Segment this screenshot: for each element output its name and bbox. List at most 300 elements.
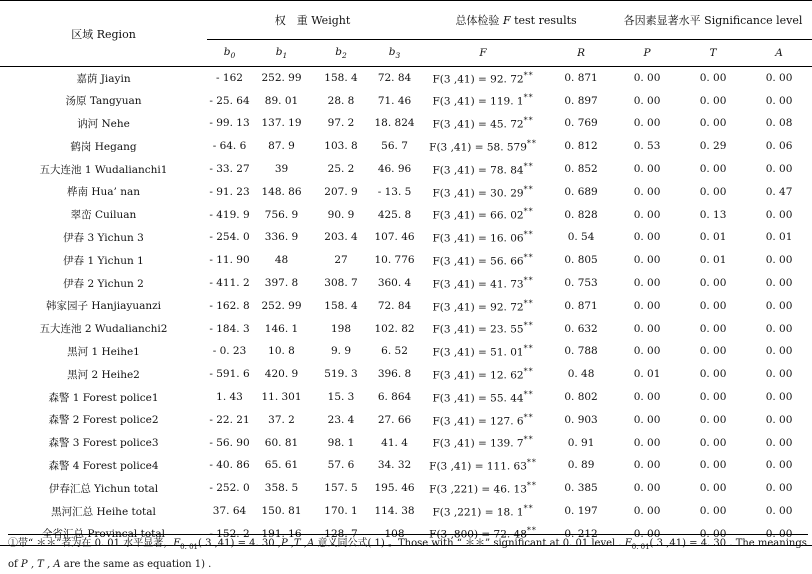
cell-b3: 102. 82: [374, 322, 415, 335]
cell-a: 0. 00: [765, 413, 793, 426]
cell-b3: 71. 46: [377, 94, 412, 107]
cell-b0: - 184. 3: [209, 322, 250, 335]
table-row: [0, 180, 812, 203]
cell-a: 0. 00: [765, 368, 793, 381]
cell-b2: 90. 9: [327, 208, 355, 221]
cell-t: 0. 00: [699, 482, 727, 495]
table-row: [0, 272, 812, 295]
cell-f-value: F(3 ,41) = 23. 55: [432, 323, 524, 336]
cell-b3: 41. 4: [381, 436, 408, 449]
cell-f: [418, 386, 548, 409]
cell-t: 0. 13: [699, 208, 727, 221]
cell-p: 0. 00: [633, 436, 661, 449]
cell-f-value: F(3 ,41) = 45. 72: [432, 118, 524, 131]
cell-f-value: F(3 ,41) = 127. 6: [432, 415, 524, 428]
cell-t: 0. 00: [699, 345, 727, 358]
cell-f-value: F(3 ,41) = 30. 29: [432, 187, 524, 200]
cell-p: 0. 00: [633, 299, 661, 312]
cell-region: 伊春 1 Yichun 1: [63, 254, 144, 267]
table-row: [0, 363, 812, 386]
header-f-test-italic: F: [502, 14, 511, 27]
cell-b1: 252. 99: [261, 299, 302, 312]
cell-p: 0. 00: [633, 72, 661, 85]
cell-b1: 397. 8: [264, 277, 299, 290]
significance-mark: **: [523, 275, 534, 285]
cell-f: [418, 158, 548, 181]
cell-f-value: F(3 ,41) = 119. 1: [432, 95, 524, 108]
table-footnote: [8, 534, 808, 574]
cell-t: 0. 01: [699, 254, 727, 267]
cell-f-value: F(3 ,221) = 18. 1: [432, 506, 524, 519]
cell-t: 0. 00: [699, 72, 727, 85]
cell-region: 汤原 Tangyuan: [65, 95, 142, 108]
cell-t: 0. 00: [699, 368, 727, 381]
note-f-sub: 0. 01: [180, 543, 198, 551]
significance-mark: **: [523, 93, 534, 103]
cell-b3: 27. 66: [377, 413, 412, 426]
cell-b2: 198: [330, 322, 352, 335]
cell-t: 0. 00: [699, 505, 727, 518]
table-row: [0, 89, 812, 112]
cell-region: 黑河 1 Heihe1: [67, 345, 140, 358]
note-part1: ①带“ ＊＊”者为在 0. 01 水平显著，: [8, 538, 174, 549]
cell-r: 0. 871: [564, 299, 598, 312]
significance-mark: **: [526, 480, 537, 490]
cell-b3: 34. 32: [377, 459, 412, 472]
cell-f-value: F(3 ,41) = 66. 02: [432, 209, 524, 222]
cell-b2: 28. 8: [327, 94, 355, 107]
significance-mark: **: [523, 321, 534, 331]
cell-f: [418, 112, 548, 135]
cell-b3: 360. 4: [377, 277, 412, 290]
cell-r: 0. 897: [564, 94, 598, 107]
cell-p: 0. 00: [633, 117, 661, 130]
cell-f-value: F(3 ,221) = 46. 13: [429, 483, 527, 496]
cell-r: 0. 48: [567, 368, 595, 381]
cell-b2: 57. 6: [327, 459, 355, 472]
cell-a: 0. 00: [765, 459, 793, 472]
header-weight: 权 重 Weight: [207, 1, 418, 40]
cell-b1: 150. 81: [261, 505, 302, 518]
cell-p: 0. 00: [633, 345, 661, 358]
cell-a: 0. 00: [765, 94, 793, 107]
cell-f-value: F(3 ,41) = 58. 579: [429, 141, 527, 154]
cell-b3: 56. 7: [381, 140, 408, 153]
cell-a: 0. 00: [765, 299, 793, 312]
significance-mark: **: [526, 458, 537, 468]
cell-p: 0. 00: [633, 185, 661, 198]
cell-p: 0. 00: [633, 163, 661, 176]
cell-region: 讷河 Nehe: [77, 117, 130, 130]
cell-a: 0. 00: [765, 345, 793, 358]
header-b3-letter: b: [388, 45, 396, 58]
cell-f: [418, 477, 548, 500]
cell-p: 0. 00: [633, 482, 661, 495]
cell-t: 0. 29: [699, 140, 727, 153]
cell-b0: - 162. 8: [209, 299, 250, 312]
note-part4: 意义同公式( 1) 。Those with “ ＊＊” significant at 0. 01 level .: [314, 538, 625, 549]
table-row: [0, 408, 812, 431]
table-row: [0, 294, 812, 317]
cell-f: [418, 203, 548, 226]
cell-t: 0. 00: [699, 459, 727, 472]
cell-b3: 107. 46: [374, 231, 415, 244]
cell-f: [418, 89, 548, 112]
cell-f-value: F(3 ,41) = 51. 01: [432, 346, 524, 359]
cell-b0: - 40. 86: [209, 459, 250, 472]
table-row: [0, 431, 812, 454]
cell-f: [418, 408, 548, 431]
cell-p: 0. 00: [633, 277, 661, 290]
cell-p: 0. 00: [633, 459, 661, 472]
cell-t: 0. 00: [699, 391, 727, 404]
header-a: A: [746, 40, 812, 67]
cell-b1: 39: [274, 163, 289, 176]
cell-b3: 396. 8: [377, 368, 412, 381]
cell-a: 0. 00: [765, 322, 793, 335]
cell-a: 0. 00: [765, 254, 793, 267]
cell-a: 0. 00: [765, 208, 793, 221]
cell-r: 0. 54: [567, 231, 595, 244]
header-f-test-prefix: 总体检验: [455, 14, 503, 27]
cell-a: 0. 08: [765, 117, 793, 130]
cell-b3: 10. 776: [374, 254, 415, 267]
significance-mark: **: [526, 139, 537, 149]
cell-f-value: F(3 ,41) = 139. 7: [432, 437, 524, 450]
table-row: [0, 477, 812, 500]
cell-b0: - 411. 2: [209, 277, 250, 290]
cell-p: 0. 00: [633, 208, 661, 221]
cell-a: 0. 01: [765, 231, 793, 244]
significance-mark: **: [523, 367, 534, 376]
cell-b2: 27: [334, 254, 348, 267]
cell-b2: 170. 1: [324, 505, 358, 518]
table-row: [0, 500, 812, 523]
cell-r: 0. 689: [564, 185, 598, 198]
cell-p: 0. 00: [614, 522, 680, 545]
cell-r: 0. 903: [564, 413, 598, 426]
cell-b2: 23. 4: [327, 413, 355, 426]
significance-mark: **: [523, 389, 534, 399]
cell-region: 全省汇总 Provincal total: [0, 522, 207, 545]
cell-p: 0. 01: [633, 368, 661, 381]
significance-mark: **: [523, 161, 534, 171]
cell-a: 0. 00: [765, 277, 793, 290]
cell-b0: - 99. 13: [209, 117, 250, 130]
cell-f: [418, 249, 548, 272]
cell-f: [418, 226, 548, 249]
cell-b3: 6. 52: [381, 345, 408, 358]
table-row: [0, 386, 812, 409]
significance-mark: **: [523, 207, 534, 217]
header-f-test-suffix: test results: [510, 14, 577, 27]
cell-a: 0. 00: [765, 163, 793, 176]
cell-b2: 203. 4: [324, 231, 358, 244]
cell-region: 韩家园子 Hanjiayuanzi: [46, 300, 161, 313]
cell-f-value: F(3 ,41) = 92. 72: [432, 73, 524, 86]
cell-f-value: F(3 ,41) = 55. 44: [432, 392, 524, 405]
cell-r: 0. 769: [564, 117, 598, 130]
cell-b2: 519. 3: [324, 368, 358, 381]
note-part5: ( 3 ,41) = 4. 30 . The meanings of: [8, 538, 807, 570]
cell-b1: 146. 1: [264, 322, 299, 335]
cell-f-value: F(3 ,41) = 111. 63: [429, 460, 527, 473]
cell-p: 0. 53: [633, 140, 661, 153]
cell-b1: 420. 9: [264, 368, 299, 381]
cell-b3: 72. 84: [377, 299, 412, 312]
header-b1-letter: b: [275, 45, 283, 58]
cell-p: 0. 00: [633, 254, 661, 267]
cell-r: 0. 89: [567, 459, 595, 472]
cell-b1: 10. 8: [268, 345, 295, 358]
header-b2: [311, 40, 371, 67]
table-row: [0, 112, 812, 135]
header-b2-letter: b: [335, 45, 342, 58]
significance-mark: **: [523, 70, 534, 80]
cell-b2: 128. 7: [311, 522, 371, 545]
cell-a: 0. 00: [765, 72, 793, 85]
cell-region: 森警 1 Forest police1: [48, 391, 159, 404]
note-part7: are the same as equation 1) .: [60, 559, 212, 570]
cell-r: 0. 632: [564, 322, 598, 335]
cell-b0: - 33. 27: [209, 163, 250, 176]
header-b0-sub: 0: [230, 51, 236, 61]
cell-f: [418, 500, 548, 523]
header-b1: [252, 40, 311, 67]
significance-mark: **: [523, 344, 534, 354]
cell-b3: 18. 824: [374, 117, 415, 130]
cell-b1: 336. 9: [264, 231, 299, 244]
table-row: [0, 203, 812, 226]
cell-f-value: F(3 ,41) = 16. 06: [432, 232, 524, 245]
cell-region: 五大连池 2 Wudalianchi2: [39, 323, 168, 336]
cell-r: 0. 871: [564, 72, 598, 85]
cell-f-value: F(3 ,41) = 78. 84: [432, 164, 524, 177]
cell-r: 0. 788: [564, 345, 598, 358]
cell-b2: 103. 8: [324, 140, 358, 153]
cell-a: 0. 00: [746, 522, 812, 545]
cell-b2: 308. 7: [324, 277, 358, 290]
cell-t: 0. 00: [699, 94, 727, 107]
cell-r: 0. 212: [548, 522, 614, 545]
note-part3: P ,T ,A: [280, 538, 315, 549]
cell-a: 0. 00: [765, 391, 793, 404]
table-row: [0, 317, 812, 340]
cell-r: 0. 753: [564, 277, 598, 290]
cell-t: 0. 00: [699, 117, 727, 130]
cell-b2: 98. 1: [327, 436, 355, 449]
cell-a: 0. 06: [765, 140, 793, 153]
header-p: P: [614, 40, 680, 67]
cell-b3: 108: [371, 522, 418, 545]
table-row: [0, 340, 812, 363]
cell-r: 0. 385: [564, 482, 598, 495]
cell-region: 黑河汇总 Heihe total: [51, 505, 156, 518]
significance-mark: **: [523, 116, 534, 126]
header-b2-sub: 2: [341, 51, 347, 61]
cell-b0: - 22. 21: [209, 413, 250, 426]
cell-r: 0. 802: [564, 391, 598, 404]
cell-b3: 6. 864: [377, 391, 412, 404]
cell-b0: 37. 64: [212, 505, 247, 518]
table-row: [0, 135, 812, 158]
header-b0: [207, 40, 252, 67]
cell-b0: 1. 43: [216, 391, 243, 404]
cell-a: 0. 47: [765, 185, 793, 198]
cell-p: 0. 00: [633, 505, 661, 518]
cell-b1: 252. 99: [261, 72, 302, 85]
cell-b2: 9. 9: [330, 345, 352, 358]
cell-region: 黑河 2 Heihe2: [67, 368, 140, 381]
note-part6: P , T , A: [20, 559, 61, 570]
cell-r: 0. 91: [567, 436, 595, 449]
cell-b1: 65. 61: [264, 459, 299, 472]
cell-region: 森警 3 Forest police3: [48, 437, 159, 450]
table-row: [0, 158, 812, 181]
cell-p: 0. 00: [633, 413, 661, 426]
cell-f: [418, 272, 548, 295]
cell-b0: - 56. 90: [209, 436, 250, 449]
cell-t: 0. 01: [699, 231, 727, 244]
cell-region: 伊春 3 Yichun 3: [63, 231, 144, 244]
header-region: 区域 Region: [0, 1, 207, 67]
table-row: [0, 249, 812, 272]
cell-p: 0. 00: [633, 391, 661, 404]
table-row: [0, 226, 812, 249]
cell-b3: 195. 46: [374, 482, 415, 495]
cell-t: 0. 00: [699, 163, 727, 176]
cell-b2: 158. 4: [324, 72, 358, 85]
cell-p: 0. 00: [633, 322, 661, 335]
cell-region: 五大连池 1 Wudalianchi1: [39, 163, 168, 176]
cell-b2: 25. 2: [327, 163, 355, 176]
header-f: F: [418, 40, 548, 67]
cell-b0: - 25. 64: [209, 94, 250, 107]
cell-f-value: F(3 ,41) = 41. 73: [432, 278, 524, 291]
cell-b0: - 0. 23: [212, 345, 247, 358]
cell-r: 0. 805: [564, 254, 598, 267]
cell-t: 0. 00: [699, 185, 727, 198]
cell-b0: - 162: [216, 72, 243, 85]
cell-b1: 87. 9: [268, 140, 295, 153]
cell-b1: 11. 301: [261, 391, 302, 404]
cell-f: [418, 363, 548, 386]
significance-mark: **: [523, 230, 534, 240]
cell-a: 0. 00: [765, 436, 793, 449]
cell-b1: 37. 2: [268, 413, 295, 426]
cell-p: 0. 00: [633, 94, 661, 107]
cell-b0: - 591. 6: [209, 368, 250, 381]
cell-f-value: F(3 ,41) = 92. 72: [432, 301, 524, 314]
header-f-test: [418, 1, 614, 40]
cell-b1: 191. 16: [252, 522, 311, 545]
cell-f-value: F(3 ,41) = 56. 66: [432, 255, 524, 268]
cell-r: 0. 812: [564, 140, 598, 153]
cell-b0: - 64. 6: [212, 140, 247, 153]
header-r: R: [548, 40, 614, 67]
cell-b2: 157. 5: [324, 482, 358, 495]
cell-b2: 97. 2: [327, 117, 355, 130]
cell-b2: 207. 9: [324, 185, 358, 198]
header-t: T: [680, 40, 746, 67]
cell-region: 森警 2 Forest police2: [48, 414, 159, 427]
header-significance: 各因素显著水平 Significance level: [614, 1, 812, 40]
header-b1-sub: 1: [282, 51, 288, 61]
cell-region: 伊春汇总 Yichun total: [48, 482, 159, 495]
note-part2: ( 3 ,41) = 4. 30 ,: [197, 538, 281, 549]
cell-b1: 137. 19: [261, 117, 302, 130]
cell-region: 森警 4 Forest police4: [48, 459, 159, 472]
cell-b0: - 254. 0: [209, 231, 250, 244]
cell-b1: 358. 5: [264, 482, 299, 495]
cell-t: 0. 00: [680, 522, 746, 545]
cell-f: [418, 294, 548, 317]
cell-b1: 60. 81: [264, 436, 299, 449]
note-f-italic-2: F: [624, 538, 632, 549]
cell-b3: 46. 96: [377, 163, 412, 176]
cell-b2: 15. 3: [327, 391, 355, 404]
cell-b3: - 13. 5: [377, 185, 412, 198]
cell-r: 0. 197: [564, 505, 598, 518]
header-b3: [371, 40, 418, 67]
cell-region: 桦南 Hua’ nan: [67, 186, 140, 199]
header-b0-letter: b: [223, 45, 231, 58]
table-body: [0, 67, 812, 546]
cell-t: 0. 00: [699, 299, 727, 312]
significance-mark: **: [523, 503, 534, 513]
significance-mark: **: [523, 298, 534, 308]
cell-a: 0. 00: [765, 505, 793, 518]
significance-mark: **: [523, 253, 534, 263]
cell-t: 0. 00: [699, 277, 727, 290]
cell-f-value: F(3 ,800) = 72. 48: [429, 528, 527, 541]
cell-f: [418, 67, 548, 90]
cell-b0: - 152. 2: [207, 522, 252, 545]
cell-region: 嘉荫 Jiayin: [76, 72, 131, 85]
cell-b1: 148. 86: [261, 185, 302, 198]
significance-mark: **: [523, 184, 534, 194]
cell-a: 0. 00: [765, 482, 793, 495]
cell-t: 0. 00: [699, 322, 727, 335]
cell-p: 0. 00: [633, 231, 661, 244]
cell-b0: - 11. 90: [209, 254, 250, 267]
cell-f: [418, 431, 548, 454]
cell-r: 0. 852: [564, 163, 598, 176]
significance-mark: **: [523, 412, 534, 422]
cell-region: 鹤岗 Hegang: [70, 140, 137, 153]
cell-b3: 425. 8: [377, 208, 412, 221]
cell-b0: - 252. 0: [209, 482, 250, 495]
cell-b3: 72. 84: [377, 72, 412, 85]
table-row: [0, 454, 812, 477]
cell-f-value: F(3 ,41) = 12. 62: [432, 369, 524, 382]
cell-f: [418, 340, 548, 363]
cell-b3: 114. 38: [374, 505, 415, 518]
cell-t: 0. 00: [699, 436, 727, 449]
cell-f: [418, 317, 548, 340]
cell-b2: 158. 4: [324, 299, 358, 312]
cell-b0: - 419. 9: [209, 208, 250, 221]
note-f-italic: F: [173, 538, 181, 549]
cell-f: [418, 180, 548, 203]
significance-mark: **: [523, 435, 534, 445]
header-b3-sub: 3: [395, 51, 401, 61]
note-f-sub-2: 0. 01: [631, 543, 650, 551]
cell-r: 0. 828: [564, 208, 598, 221]
cell-b0: - 91. 23: [209, 185, 250, 198]
cell-b1: 756. 9: [264, 208, 299, 221]
cell-b1: 89. 01: [264, 94, 299, 107]
